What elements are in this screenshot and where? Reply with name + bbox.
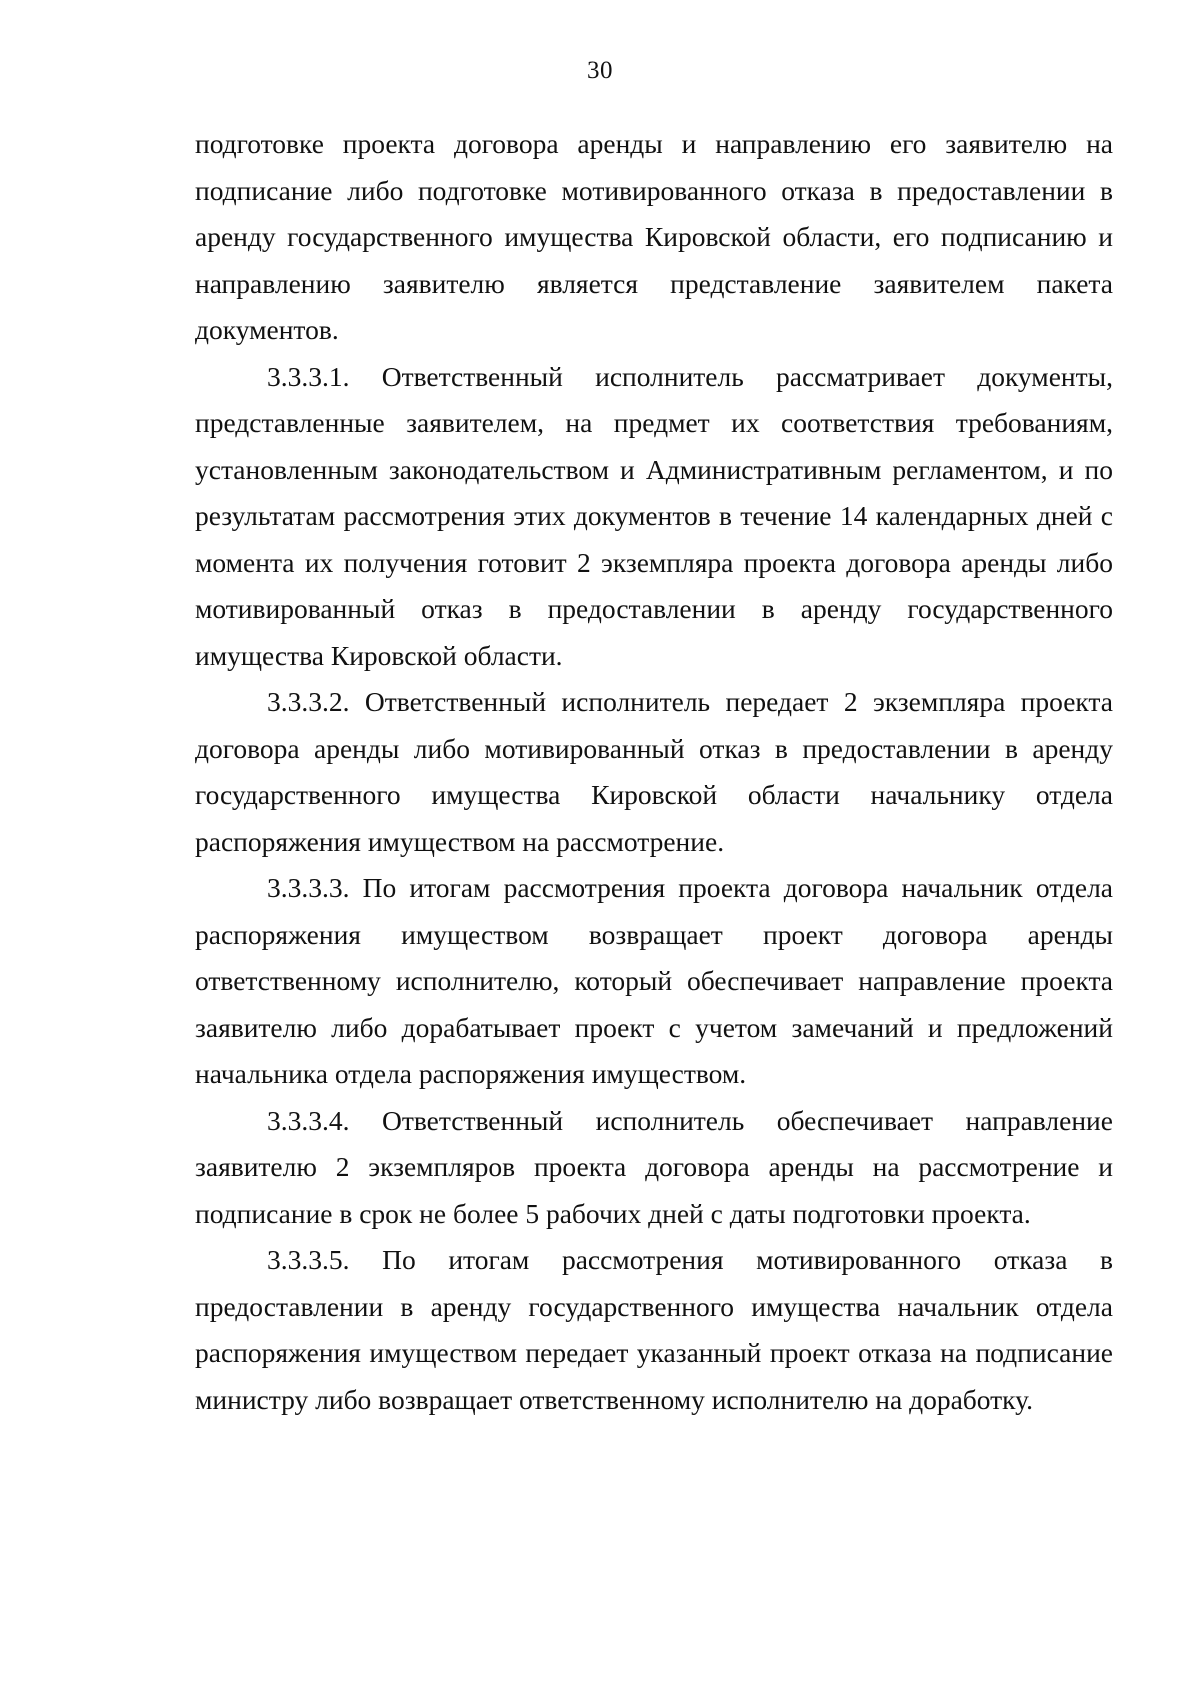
paragraph-3-3-3-1: 3.3.3.1. Ответственный исполнитель рассматривает документы, представленные заявителем, на предмет их соответствия требованиям, установленным законодательством и Административным регламентом, и по результатам рассмотрения этих документов в течение 14 календарных дней с момента их получения готовит 2 экземпляра проекта договора аренды либо мотивированный отказ в предоставлении в аренду государственного имущества Кировской области. [195, 360, 1113, 671]
paragraph-3-3-3-4: 3.3.3.4. Ответственный исполнитель обеспечивает направление заявителю 2 экземпляров проекта договора аренды на рассмотрение и подписание в срок не более 5 рабочих дней с даты подготовки проекта. [195, 1104, 1113, 1229]
paragraph-3-3-3-2: 3.3.3.2. Ответственный исполнитель передает 2 экземпляра проекта договора аренды либо мотивированный отказ в предоставлении в аренду государственного имущества Кировской области начальнику отдела распоряжения имуществом на рассмотрение. [195, 686, 1113, 857]
page-number: 30 [587, 57, 613, 84]
paragraph-3-3-3-3: 3.3.3.3. По итогам рассмотрения проекта договора начальник отдела распоряжения имуществом возвращает проект договора аренды ответственному исполнителю, который обеспечивает направление проекта заявителю либо дорабатывает проект с учетом замечаний и предложений начальника отдела распоряжения имуществом. [195, 872, 1113, 1089]
paragraph-3-3-3-5: 3.3.3.5. По итогам рассмотрения мотивированного отказа в предоставлении в аренду государственного имущества начальник отдела распоряжения имуществом передает указанный проект отказа на подписание министру либо возвращает ответственному исполнителю на доработку. [195, 1244, 1113, 1415]
paragraph-continuation: подготовке проекта договора аренды и направлению его заявителю на подписание либо подготовке мотивированного отказа в предоставлении в аренду государственного имущества Кировской области, его подписанию и направлению заявителю является представление заявителем пакета документов. [195, 128, 1113, 345]
document-body [195, 121, 1113, 1423]
